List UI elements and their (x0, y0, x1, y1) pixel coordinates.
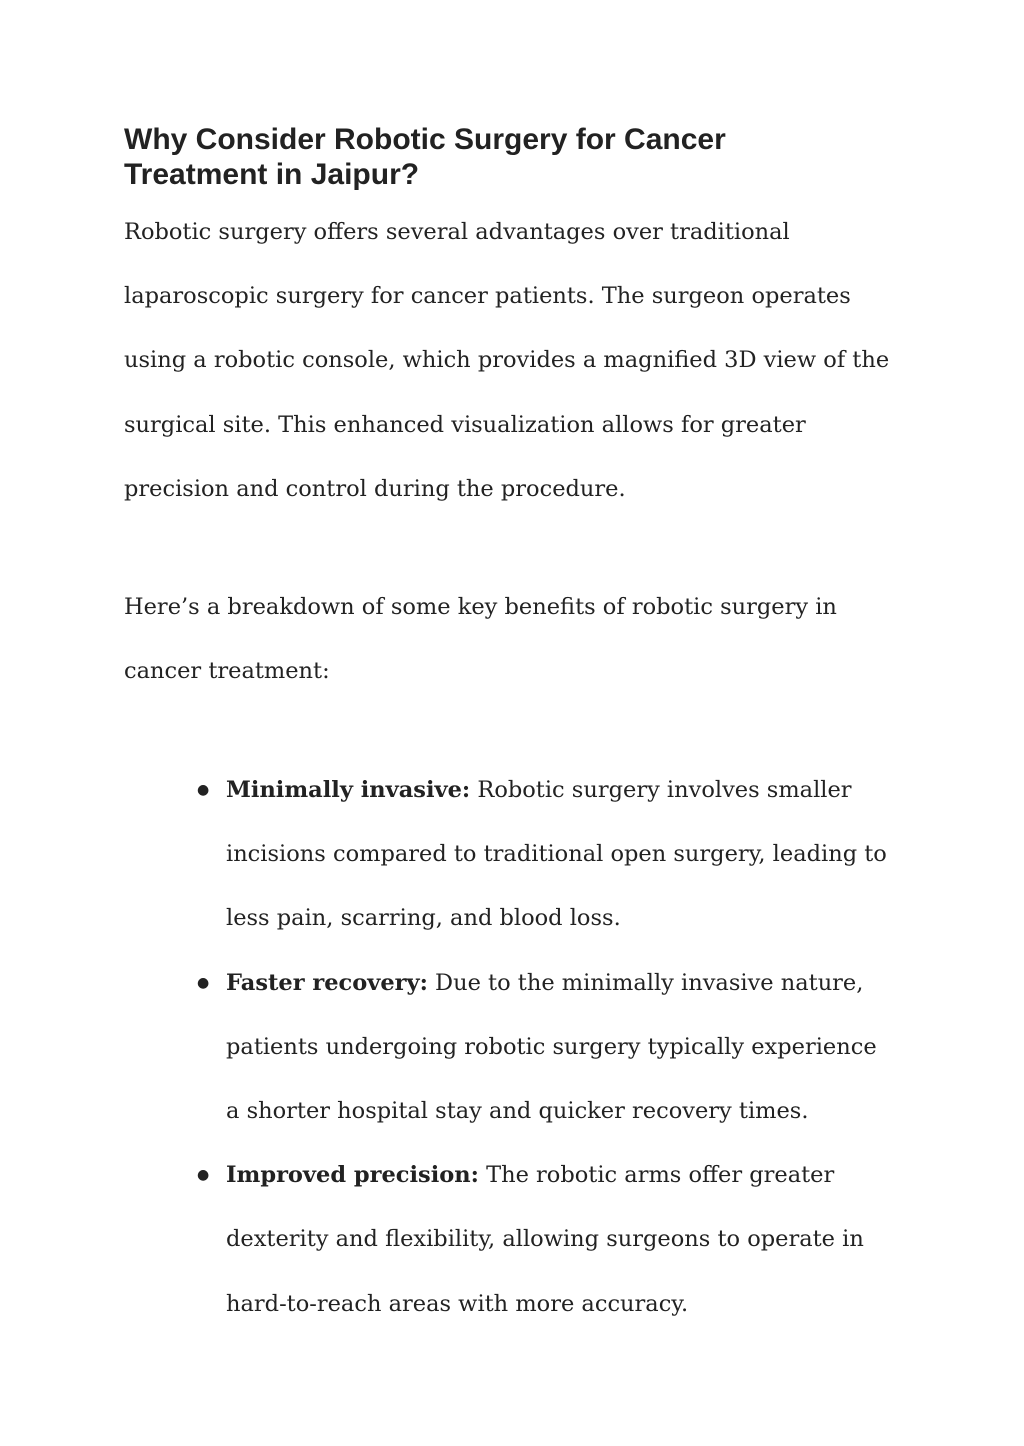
benefit-term: Faster recovery: (226, 969, 428, 996)
benefit-description: Robotic surgery involves smaller incisions compared to traditional open surgery, leading to less pain, scarring, and blood loss. (226, 777, 887, 932)
benefit-term: Minimally invasive: (226, 777, 471, 803)
benefit-improved-precision (0, 1143, 1024, 1336)
bullet-icon: ● (197, 1167, 210, 1184)
benefit-term: Improved precision: (226, 1162, 479, 1189)
bullet-icon: ● (197, 782, 210, 798)
benefit-text (226, 951, 896, 1144)
benefit-description: The robotic arms offer greater dexterity and flexibility, allowing surgeons to operate in hard-to-reach areas with more accuracy. (226, 1162, 864, 1317)
intro-paragraph: Robotic surgery offers several advantages over traditional laparoscopic surgery for cancer patients. The surgeon operates using a robotic console, which provides a magnified 3D view of the surgical site. This enhanced visualization allows for greater precision and control during the procedure. (124, 219, 890, 502)
benefit-text (226, 1143, 896, 1336)
benefit-description: Due to the minimally invasive nature, patients undergoing robotic surgery typically experience a shorter hospital stay and quicker recovery times. (226, 969, 877, 1125)
bullet-icon: ● (197, 974, 210, 991)
benefits-list (0, 758, 1024, 1336)
benefit-text (226, 758, 896, 951)
page-title: Why Consider Robotic Surgery for Cancer Treatment in Jaipur? (124, 123, 726, 191)
breakdown-paragraph: Here’s a breakdown of some key benefits of robotic surgery in cancer treatment: (124, 594, 837, 685)
benefit-minimally-invasive (0, 758, 1024, 951)
benefit-faster-recovery (0, 951, 1024, 1144)
